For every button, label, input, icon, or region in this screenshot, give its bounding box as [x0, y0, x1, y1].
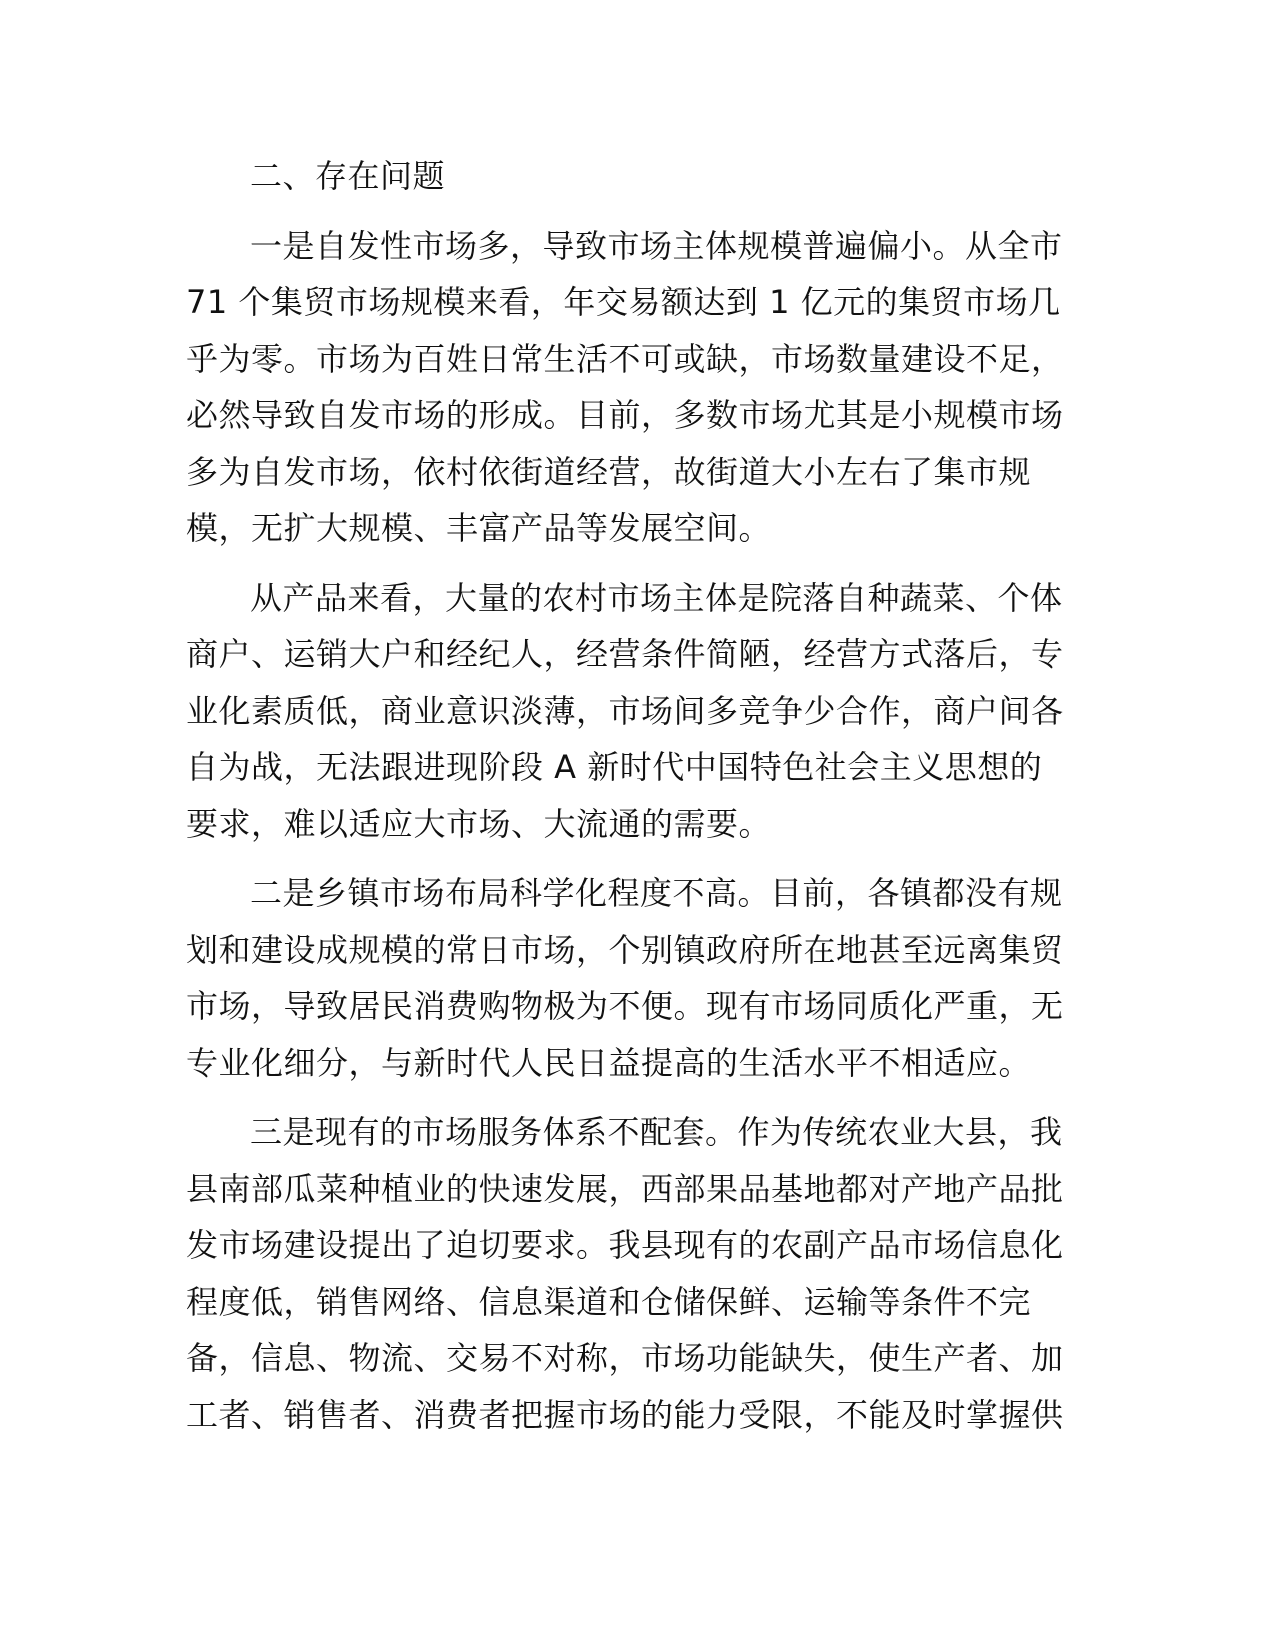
paragraph-line: 县南部瓜菜种植业的快速发展，西部果品基地都对产地产品批 [186, 1169, 1064, 1208]
paragraph-line: 程度低，销售网络、信息渠道和仓储保鲜、运输等条件不完 [186, 1282, 1032, 1321]
section-heading: 二、存在问题 [250, 157, 446, 195]
paragraph-line: 自为战，无法跟进现阶段 A 新时代中国特色社会主义思想的 [186, 748, 1043, 786]
paragraph-line: 业化素质低，商业意识淡薄，市场间多竞争少合作，商户间各 [186, 691, 1064, 730]
paragraph-3 [186, 865, 1086, 1091]
paragraph-line: 一是自发性市场多，导致市场主体规模普遍偏小。从全市 [250, 226, 1063, 265]
paragraph-line: 71 个集贸市场规模来看，年交易额达到 1 亿元的集贸市场几 [186, 283, 1061, 321]
paragraph-line: 商户、运销大户和经纪人，经营条件简陋，经营方式落后，专 [186, 635, 1064, 673]
paragraph-line: 备，信息、物流、交易不对称，市场功能缺失，使生产者、加 [186, 1339, 1064, 1377]
paragraph-line: 从产品来看，大量的农村市场主体是院落自种蔬菜、个体 [250, 578, 1063, 617]
paragraph-line: 要求，难以适应大市场、大流通的需要。 [186, 804, 772, 843]
paragraph-line: 乎为零。市场为百姓日常生活不可或缺，市场数量建设不足， [186, 339, 1064, 378]
paragraph-line: 必然导致自发市场的形成。目前，多数市场尤其是小规模市场 [186, 396, 1064, 434]
paragraph-line: 模，无扩大规模、丰富产品等发展空间。 [186, 509, 772, 547]
paragraph-2 [186, 570, 1086, 853]
paragraph-1 [186, 218, 1086, 557]
paragraph-line: 市场，导致居民消费购物极为不便。现有市场同质化严重，无 [186, 987, 1064, 1025]
paragraph-line: 二是乡镇市场布局科学化程度不高。目前，各镇都没有规 [250, 874, 1063, 912]
paragraph-line: 多为自发市场，依村依街道经营，故街道大小左右了集市规 [186, 452, 1032, 491]
paragraph-line: 发市场建设提出了迫切要求。我县现有的农副产品市场信息化 [186, 1226, 1064, 1264]
paragraph-line: 专业化细分，与新时代人民日益提高的生活水平不相适应。 [186, 1043, 1032, 1082]
document-body [186, 148, 1086, 1443]
paragraph-line: 划和建设成规模的常日市场，个别镇政府所在地甚至远离集贸 [186, 930, 1064, 969]
paragraph-4 [186, 1104, 1086, 1443]
paragraph-line: 工者、销售者、消费者把握市场的能力受限，不能及时掌握供 [186, 1395, 1064, 1434]
paragraph-line: 三是现有的市场服务体系不配套。作为传统农业大县，我 [250, 1113, 1063, 1151]
